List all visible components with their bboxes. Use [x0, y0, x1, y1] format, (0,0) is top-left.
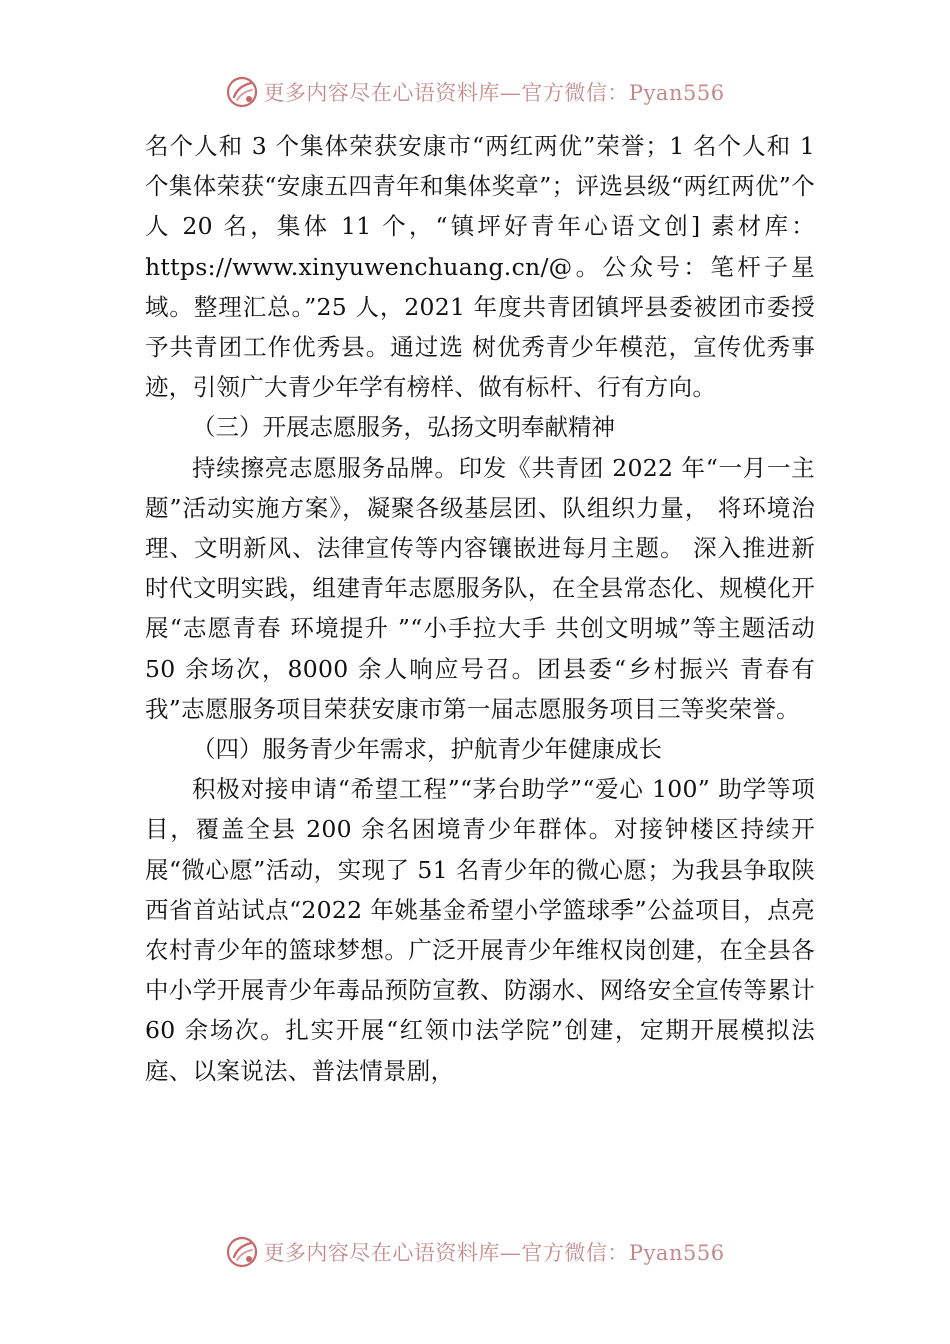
watermark-text: 更多内容尽在心语资料库—官方微信：Pyan556: [263, 81, 725, 105]
paragraph-volunteer: 持续擦亮志愿服务品牌。印发《共青团 2022 年“一月一主题”活动实施方案》，凝聚各级基层团、队组织力量， 将环境治理、文明新风、法律宣传等内容镶嵌进每月主题。 深入推进新时代文明实践，组建青年志愿服务队，在全县常态化、规模化开展“志愿青春 环境提升 ”“小手拉大手 共创文明城”等主题活动 50 余场次，8000 余人响应号召。团县委“乡村振兴 青春有我”志愿服务项目荣获安康市第一届志愿服务项目三等奖荣誉。: [145, 453, 815, 723]
brand-logo-icon: [225, 75, 259, 109]
section-heading-youth-service: （四）服务青少年需求，护航青少年健康成长: [192, 735, 662, 764]
paragraph-honors: 名个人和 3 个集体荣获安康市“两红两优”荣誉；1 名个人和 1 个集体荣获“安康五四青年和集体奖章”；评选县级“两红两优”个人 20 名，集体 11 个，“镇坪好青年心语文创] 素材库：https://www.xinyuwenchuang.cn/@。公众号：笔杆子星域。整理汇总。”25 人，2021 年度共青团镇坪县委被团市委授予共青团工作优秀县。通过选 树优秀青少年模范，宣传优秀事迹，引领广大青少年学有榜样、做有标杆、行有方向。: [145, 132, 815, 402]
footer-watermark: [0, 1232, 950, 1272]
brand-logo-icon: [225, 1235, 259, 1269]
section-heading-volunteer: （三）开展志愿服务，弘扬文明奉献精神: [192, 413, 615, 442]
header-watermark: [0, 72, 950, 112]
paragraph-youth-service: 积极对接申请“希望工程”“茅台助学”“爱心 100” 助学等项目，覆盖全县 200 余名困境青少年群体。对接钟楼区持续开展“微心愿”活动，实现了 51 名青少年的微心愿；为我县争取陕西省首站试点“2022 年姚基金希望小学篮球季”公益项目，点亮农村青少年的篮球梦想。广泛开展青少年维权岗创建，在全县各中小学开展青少年毒品预防宣教、防溺水、网络安全宣传等累计 60 余场次。扎实开展“红领巾法学院”创建，定期开展模拟法庭、以案说法、普法情景剧，: [145, 775, 815, 1085]
watermark-text: 更多内容尽在心语资料库—官方微信：Pyan556: [263, 1241, 725, 1265]
document-body: [145, 126, 815, 1091]
